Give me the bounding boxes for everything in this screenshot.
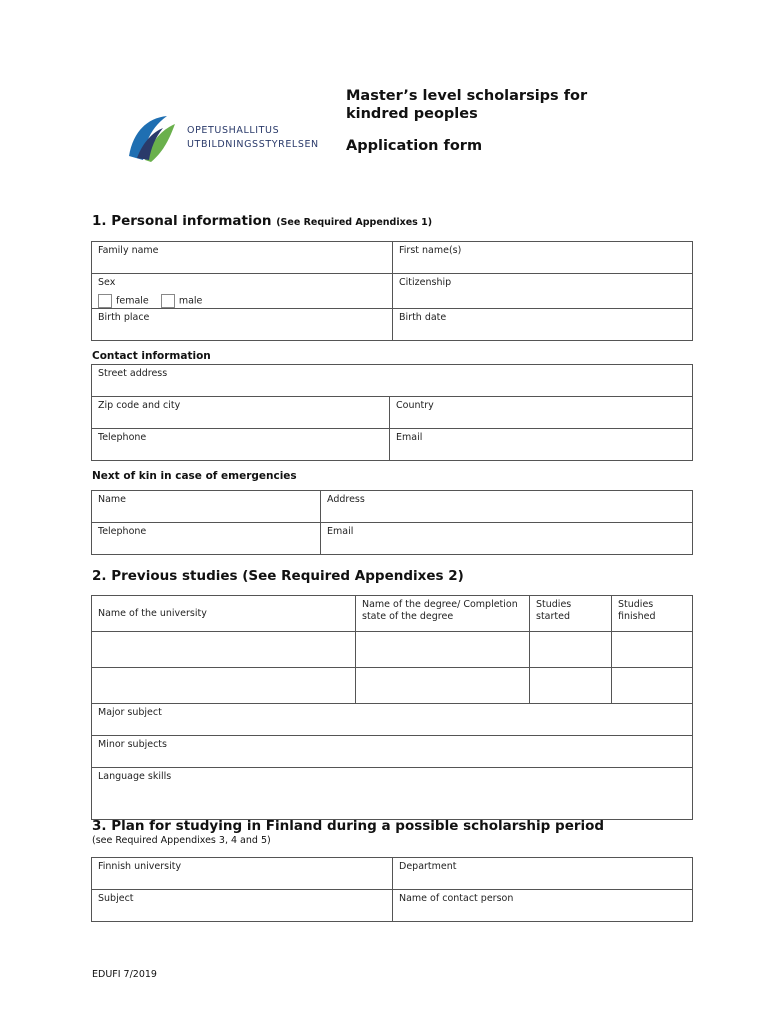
- department-field[interactable]: [393, 858, 693, 890]
- contact-person-label: Name of contact person: [399, 893, 514, 904]
- col-started-label: Studies started: [536, 599, 572, 622]
- birth-date-field[interactable]: [393, 309, 693, 341]
- contact-telephone-field[interactable]: [92, 429, 390, 461]
- studies-row: [92, 668, 693, 704]
- col-university-header: [92, 596, 356, 632]
- personal-table: [91, 241, 693, 341]
- street-address-label: Street address: [98, 368, 168, 379]
- footer-code: EDUFI 7/2019: [92, 969, 157, 980]
- kin-heading: Next of kin in case of emergencies: [92, 470, 297, 482]
- major-subject-label: Major subject: [98, 707, 162, 718]
- kin-table: [91, 490, 693, 555]
- section-personal-title: 1. Personal information: [92, 213, 272, 229]
- col-degree-label: Name of the degree/ Completion state of the degree: [362, 599, 518, 622]
- citizenship-field[interactable]: [393, 274, 693, 309]
- country-label: Country: [396, 400, 434, 411]
- finished-cell[interactable]: [612, 668, 693, 704]
- finnish-university-field[interactable]: [92, 858, 393, 890]
- title-line2: kindred peoples: [346, 106, 478, 122]
- contact-table: [91, 364, 693, 461]
- logo-emblem-icon: [123, 112, 179, 164]
- section-personal-note: (See Required Appendixes 1): [276, 217, 433, 228]
- section-studies-heading: 2. Previous studies (See Required Appendixes 2): [92, 568, 464, 584]
- birth-place-field[interactable]: [92, 309, 393, 341]
- sex-label: Sex: [98, 277, 116, 288]
- plan-table: [91, 857, 693, 922]
- female-checkbox[interactable]: [98, 294, 112, 308]
- department-label: Department: [399, 861, 457, 872]
- major-subject-field[interactable]: [92, 704, 693, 736]
- title-line1: Master’s level scholarsips for: [346, 88, 588, 104]
- kin-name-label: Name: [98, 494, 127, 505]
- section-personal-heading: [92, 213, 432, 229]
- kin-name-field[interactable]: [92, 491, 321, 523]
- kin-address-field[interactable]: [321, 491, 693, 523]
- col-degree-header: [356, 596, 530, 632]
- section-plan-heading: 3. Plan for studying in Finland during a possible scholarship period: [92, 818, 605, 834]
- language-skills-field[interactable]: [92, 768, 693, 820]
- logo-text-line2: UTBILDNINGSSTYRELSEN: [187, 139, 319, 150]
- logo-text-line1: OPETUSHALLITUS: [187, 125, 280, 136]
- kin-telephone-label: Telephone: [98, 526, 147, 537]
- birth-date-label: Birth date: [399, 312, 447, 323]
- form-subtitle: Application form: [346, 138, 483, 154]
- language-skills-label: Language skills: [98, 771, 172, 782]
- zip-city-field[interactable]: [92, 397, 390, 429]
- female-label: female: [116, 295, 149, 307]
- sex-field: [92, 274, 393, 309]
- zip-city-label: Zip code and city: [98, 400, 181, 411]
- studies-table: [91, 595, 693, 820]
- family-name-field[interactable]: [92, 242, 393, 274]
- finished-cell[interactable]: [612, 632, 693, 668]
- male-label: male: [178, 295, 203, 307]
- degree-cell[interactable]: [356, 668, 530, 704]
- contact-telephone-label: Telephone: [98, 432, 147, 443]
- edufi-logo: [123, 112, 319, 164]
- birth-place-label: Birth place: [98, 312, 150, 323]
- degree-cell[interactable]: [356, 632, 530, 668]
- subject-field[interactable]: [92, 890, 393, 922]
- university-cell[interactable]: [92, 632, 356, 668]
- country-field[interactable]: [390, 397, 693, 429]
- citizenship-label: Citizenship: [399, 277, 452, 288]
- subject-label: Subject: [98, 893, 134, 904]
- contact-person-field[interactable]: [393, 890, 693, 922]
- kin-telephone-field[interactable]: [92, 523, 321, 555]
- kin-address-label: Address: [327, 494, 365, 505]
- university-cell[interactable]: [92, 668, 356, 704]
- col-finished-label: Studies finished: [618, 599, 656, 622]
- minor-subjects-label: Minor subjects: [98, 739, 167, 750]
- kin-email-field[interactable]: [321, 523, 693, 555]
- street-address-field[interactable]: [92, 365, 693, 397]
- started-cell[interactable]: [530, 668, 612, 704]
- form-title: [346, 87, 587, 123]
- first-names-field[interactable]: [393, 242, 693, 274]
- first-names-label: First name(s): [399, 245, 462, 256]
- minor-subjects-field[interactable]: [92, 736, 693, 768]
- family-name-label: Family name: [98, 245, 159, 256]
- contact-email-field[interactable]: [390, 429, 693, 461]
- studies-row: [92, 632, 693, 668]
- kin-email-label: Email: [327, 526, 354, 537]
- col-finished-header: [612, 596, 693, 632]
- col-university-label: Name of the university: [98, 608, 207, 619]
- contact-email-label: Email: [396, 432, 423, 443]
- col-started-header: [530, 596, 612, 632]
- contact-heading: Contact information: [92, 350, 211, 362]
- section-plan-note: (see Required Appendixes 3, 4 and 5): [92, 835, 271, 846]
- male-checkbox[interactable]: [161, 294, 175, 308]
- finnish-university-label: Finnish university: [98, 861, 182, 872]
- started-cell[interactable]: [530, 632, 612, 668]
